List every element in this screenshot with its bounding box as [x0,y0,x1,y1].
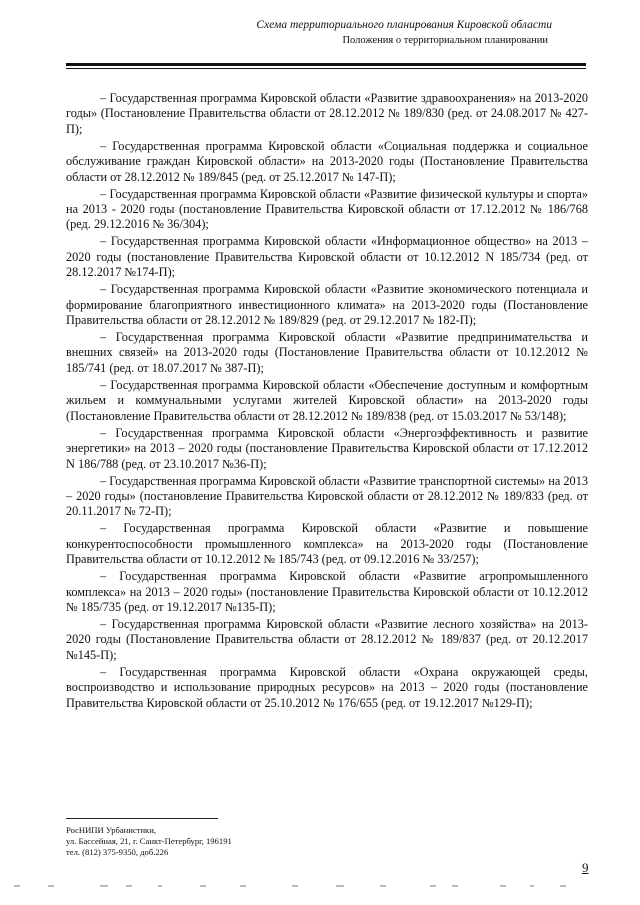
program-item-5: – Государственная программа Кировской области «Развитие экономического потенциала и формирование благоприятного инвестиционного климата» на 2013-2020 годы (Постановление Правительства области от 28.12.2012 № 189/829 (ред. от 29.12.2017 № 182-П); [66,282,588,328]
header-rule-thin [66,68,586,69]
document-title: Схема территориального планирования Кировской области [256,19,552,31]
program-item-11: – Государственная программа Кировской области «Развитие агропромышленного комплекса» на 2013 – 2020 годы» (постановление Правительства Кировской области от 10.12.2012 № 185/735 (ред. от 19.12.2017 №135-П); [66,569,588,614]
program-item-7: – Государственная программа Кировской области «Обеспечение доступным и комфортным жильем и коммунальными услугами жителей Кировской области» на 2013-2020 годы (Постановление Правительства области от 28.12.2012 № 189/838 (ред. от 15.03.2017 № 53/148); [66,377,588,423]
program-item-8: – Государственная программа Кировской области «Энергоэффективность и развитие энергетики» на 2013 – 2020 годы (постановление Правительства Кировской области от 17.12.2012 N 186/788 (ред. от 23.10.2017 №36-П); [66,425,588,471]
program-item-1: – Государственная программа Кировской области «Развитие здравоохранения» на 2013-2020 годы» (Постановление Правительства области от 28.12.2012 № 189/830 (ред. от 24.08.2017 № 427-П); [66,91,588,136]
program-item-10: – Государственная программа Кировской области «Развитие и повышение конкурентоспособности промышленного комплекса» на 2013-2020 годы (Постановление Правительства области от 10.12.2012 № 185/743 (ред. от 09.12.2016 № 33/257); [66,521,588,567]
program-item-3: – Государственная программа Кировской области «Развитие физической культуры и спорта» на 2013 - 2020 годы (постановление Правительства Кировской области от 17.12.2012 № 186/768 (ред. 29.12.2016 № 36/304); [66,186,588,232]
program-item-6: – Государственная программа Кировской области «Развитие предпринимательства и внешних связей» на 2013-2020 годы (Постановление Правительства области от 10.12.2012 № 185/741 (ред. от 18.07.2017 № 387-П); [66,330,588,375]
section-subtitle: Положения о территориальном планировании [342,35,548,46]
page-header [0,18,640,48]
program-item-4: – Государственная программа Кировской области «Информационное общество» на 2013 – 2020 годы (постановление Правительства Кировской области от 10.12.2012 N 185/734 (ред. от 28.12.2017 №174-П); [66,234,588,280]
page-footer [66,825,232,859]
program-item-2: – Государственная программа Кировской области «Социальная поддержка и социальное обслуживание граждан Кировской области» на 2013-2020 годы (Постановление Правительства области от 28.12.2012 № 189/845 (ред. от 25.12.2017 № 147-П); [66,138,588,184]
program-item-12: – Государственная программа Кировской области «Развитие лесного хозяйства» на 2013-2020 годы (Постановление Правительства области от 28.12.2012 № 189/837 (ред. от 20.12.2017 №145-П); [66,616,588,662]
footer-rule [66,818,218,819]
header-rule-thick [66,63,586,66]
program-item-13: – Государственная программа Кировской области «Охрана окружающей среды, воспроизводство и использование природных ресурсов» на 2013 – 2020 годы (постановление Правительства Кировской области от 25.10.2012 № 176/655 (ред. от 19.12.2017 №129-П); [66,664,588,710]
footer-organization: РосНИПИ Урбанистики, [66,825,156,835]
scan-edge-marks [0,882,640,892]
footer-address: ул. Бассейная, 21, г. Санкт-Петербург, 196191 [66,836,232,847]
program-item-9: – Государственная программа Кировской области «Развитие транспортной системы» на 2013 – 2020 годы» (постановление Правительства Кировской области от 28.12.2012 № 189/833 (ред. от 20.11.2017 № 72-П); [66,473,588,519]
page-number: 9 [582,860,589,875]
footer-phone: тел. (812) 375-9350, доб.226 [66,847,169,858]
program-list [66,91,588,713]
